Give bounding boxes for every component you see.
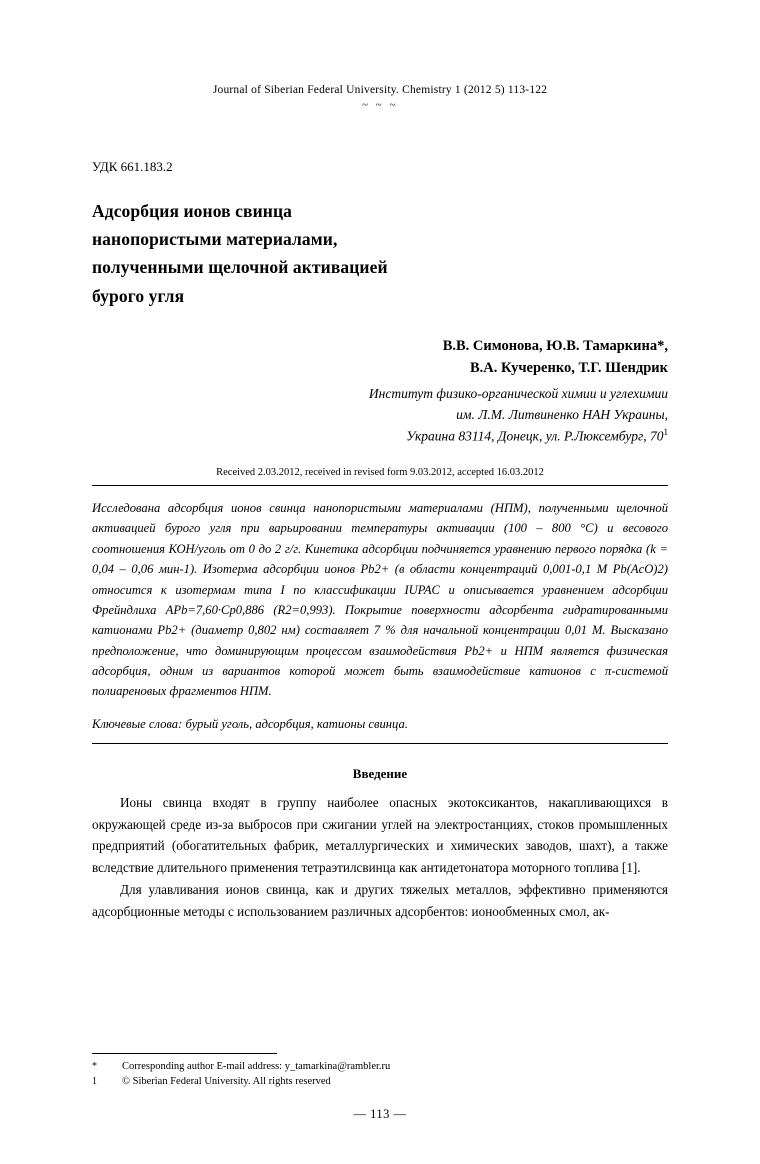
affiliation bbox=[92, 384, 668, 447]
author-line-1: В.В. Симонова, Ю.В. Тамаркина*, bbox=[442, 338, 668, 355]
footnotes bbox=[92, 1053, 668, 1091]
affiliation-line-1: Институт физико-органической химии и углехимии bbox=[368, 385, 668, 401]
abstract-text: Исследована адсорбция ионов свинца нанопористыми материалами (НПМ), полученными щелочной активацией бурого угля при варьировании температуры активации (100 – 800 °С) и весового соотношения КОН/уголь от 0 до 2 г/г. Кинетика адсорбции подчиняется уравнению первого порядка (k = 0,04 – 0,06 мин-1). Изотерма адсорбции ионов Pb2+ (в области концентраций 0,001-0,1 М Pb(AcO)2) относится к изотермам типа I по классификации IUPAC и описывается уравнением адсорбции Фрейндлиха APb=7,60·Cp0,886 (R2=0,993). Покрытие поверхности адсорбента гидратированными катионами Pb2+ (диаметр 0,802 нм) составляет 7 % для начальной концентрации 0,01 М. Высказано предположение, что доминирующим процессом взаимодействия Pb2+ и НПМ является физическая адсорбция, одним из вариантов которой может быть взаимодействие катионов с π-системой полиареновых фрагментов НПМ. bbox=[92, 500, 668, 699]
running-head: Journal of Siberian Federal University. Chemistry 1 (2012 5) 113-122 bbox=[212, 84, 548, 96]
affiliation-footnote-marker: 1 bbox=[663, 426, 668, 437]
title-line-1: Адсорбция ионов свинца bbox=[92, 200, 292, 221]
affiliation-line-3 bbox=[92, 426, 668, 447]
footnote-divider bbox=[92, 1053, 277, 1054]
ornament-divider: ~ ~ ~ bbox=[362, 98, 398, 111]
body-text bbox=[92, 792, 668, 922]
footnote-text: Corresponding author E-mail address: y_tamarkina@rambler.ru bbox=[122, 1060, 391, 1072]
divider-top bbox=[92, 485, 668, 486]
body-paragraph-1: Ионы свинца входят в группу наиболее опасных экотоксикантов, накапливающихся в окружающей среде из-за выбросов при сжигании углей на электростанциях, стоков промышленных предприятий (обогатительных фабрик, металлургических и химических заводов, шахт), а также вследствие длительного применения тетраэтилсвинца как антидетонатора моторного топлива [1]. bbox=[92, 794, 668, 875]
body-paragraph-2: Для улавливания ионов свинца, как и других тяжелых металлов, эффективно применяются адсорбционные методы с использованием различных адсорбентов: ионообменных смол, ак- bbox=[92, 882, 668, 919]
title-line-4: бурого угля bbox=[92, 285, 185, 306]
footnote-item bbox=[92, 1074, 668, 1090]
footnote-item bbox=[92, 1059, 668, 1075]
section-heading: Введение bbox=[352, 765, 408, 781]
udc-code: УДК 661.183.2 bbox=[92, 158, 173, 174]
footnote-marker: * bbox=[92, 1060, 97, 1072]
received-dates: Received 2.03.2012, received in revised form 9.03.2012, accepted 16.03.2012 bbox=[216, 466, 544, 478]
affiliation-line-3-text: Украина 83114, Донецк, ул. Р.Люксембург, 70 bbox=[406, 428, 664, 444]
keywords-text: Ключевые слова: бурый уголь, адсорбция, катионы свинца. bbox=[92, 716, 408, 731]
title-line-3: полученными щелочной активацией bbox=[92, 257, 388, 278]
footnote-text: © Siberian Federal University. All rights reserved bbox=[122, 1076, 331, 1088]
author-list bbox=[92, 336, 668, 380]
author-line-2: В.А. Кучеренко, Т.Г. Шендрик bbox=[469, 359, 668, 376]
page-title bbox=[92, 197, 668, 310]
divider-bottom bbox=[92, 743, 668, 744]
page-number: — 113 — bbox=[353, 1107, 407, 1121]
affiliation-line-2: им. Л.М. Литвиненко НАН Украины, bbox=[456, 406, 668, 422]
title-line-2: нанопористыми материалами, bbox=[92, 229, 338, 250]
article-page bbox=[0, 84, 760, 1164]
footnote-marker: 1 bbox=[92, 1076, 97, 1088]
